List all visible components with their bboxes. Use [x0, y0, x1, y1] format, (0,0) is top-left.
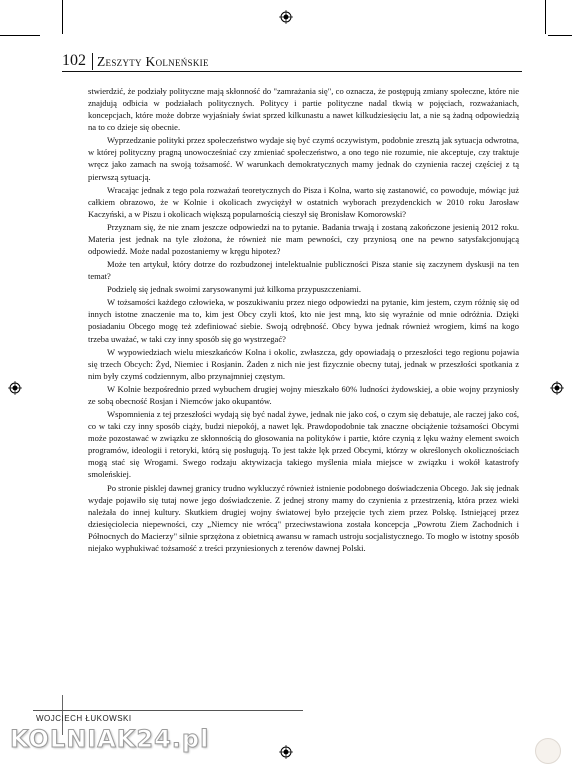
crop-mark: [0, 35, 40, 36]
watermark-logo: KOLNIAK24.pl: [10, 725, 210, 753]
footer-rule: [33, 710, 303, 711]
paragraph: Podzielę się jednak swoimi zarysowanymi już kilkoma przypuszczeniami.: [107, 284, 361, 295]
page-number: 102: [62, 52, 86, 69]
registration-mark-icon: [550, 381, 564, 395]
paragraph: W wypowiedziach wielu mieszkańców Kolna i okolic, zwłaszcza, gdy opowiadają o przeszłości tego regionu pojawia się trzech Obcych: Żyd, Niemiec i Rosjanin. Żaden z nich nie jest fizycznie obecny tutaj, jednak w przeszłości spotkania z nim były czymś codziennym, albo przynajmniej częstym.: [88, 346, 519, 381]
crop-mark: [545, 0, 546, 34]
watermark-seal-icon: [535, 738, 561, 764]
crop-mark: [62, 0, 63, 34]
running-header: [62, 50, 532, 70]
header-rule: [62, 71, 522, 72]
paragraph: Wracając jednak z tego pola rozważań teoretycznych do Pisza i Kolna, warto się zastanowić, co powoduje, mówiąc już całkiem obrazowo, że w Kolnie i okolicach zwyciężył w ostatnich wyborach prezydenckich w 2010 roku Jarosław Kaczyński, a w Piszu i okolicach większą popularnością cieszył się Bronisław Komorowski?: [88, 184, 519, 219]
paragraph: Wyprzedzanie polityki przez społeczeństwo wydaje się być czymś oczywistym, podobnie zresztą jak sytuacja odwrotna, w której polityczny pragną unowocześniać czy zmieniać społeczeństwo, a ono tego nie rozumie, nie akceptuje, czy traktuje wręcz jako zamach na swoją tożsamość. W warunkach demokratycznych mamy jednak do czynienia raczej częściej z tą pierwszą sytuacją.: [88, 135, 519, 182]
footer-author: WOJCIECH ŁUKOWSKI: [36, 714, 132, 723]
paragraph: stwierdzić, że podziały polityczne mają skłonność do "zamrażania się", co oznacza, że postępują zmiany społeczne, które nie znajdują odbicia w podziałach politycznych. Politycy i partie polityczne nadal tkwią w pojęciach, rozważaniach, koncepcjach, które może dobrze wyjaśniały świat sprzed kilkunastu a nawet kilkudziesięciu lat, a nie są żadną odpowiedzią na to co dzieje się obecnie.: [88, 86, 519, 133]
paragraph: Może ten artykuł, który dotrze do rozbudzonej intelektualnie publiczności Pisza stanie się zaczynem dyskusji na ten temat?: [88, 259, 519, 282]
paragraph: Przyznam się, że nie znam jeszcze odpowiedzi na to pytanie. Badania trwają i zostaną zakończone jesienią 2012 roku. Materia jest jednak na tyle złożona, że również nie mam pewności, czy przyniosą one na pewno satysfakcjonującą odpowiedź. Może nadal pozostaniemy w kręgu hipotez?: [88, 221, 519, 257]
registration-mark-icon: [279, 10, 293, 24]
paragraph: W tożsamości każdego człowieka, w poszukiwaniu przez niego odpowiedzi na pytanie, kim jestem, czym różnię się od innych istotne znaczenie ma to, kim jest Obcy czyli ktoś, kto nie jest mną, kto się wyraźnie od mnie odróżnia. Dzięki posiadaniu Obcego mogę też zdefiniować siebie. Swoją odrębność. Obcy bywa jednak również wrogiem, kimś na kogo trzeba uważać, w taki czy inny sposób się go wystrzegać?: [88, 297, 519, 344]
paragraph: Wspomnienia z tej przeszłości wydają się być nadal żywe, jednak nie jako coś, o czym się debatuje, ale raczej jako coś, co w taki czy inny sposób ciąży, budzi niepokój, a nawet lęk. Prawdopodobnie tak znaczne obciążenie tożsamości Obcymi może pozostawać w związku ze skłonnością do głosowania na polityków i partie, które czynią z lęku ważny element swoich programów, ideologii i retoryki, którą się posługują. To jest także lęk przed Obcymi, którzy w określonych okolicznościach mogą stać się Wrogami. Swego rodzaju aktywizacja takiego myślenia miała miejsce w związku i wokół katastrofy smoleńskiej.: [88, 409, 519, 480]
article-body: [88, 85, 519, 554]
running-title: Zeszyty Kolneńskie: [97, 54, 209, 69]
header-divider: [92, 53, 93, 70]
crop-mark: [548, 35, 572, 36]
registration-mark-icon: [279, 745, 293, 759]
paragraph: Po stronie pisklej dawnej granicy trudno wykluczyć również istnienie podobnego doświadczenia Obcego. Jak się jednak wydaje pojawiło się tutaj nowe jego doświadczenie. Z jednej strony mamy do czynienia z przestrzenią, która przez wieki należała do innej kultury. Skutkiem drugiej wojny światowej było przejęcie tych ziem przez Polskę. Istniejącej przez dziesięciolecia niepewności, czy „Niemcy nie wrócą" przeciwstawiona została koncepcja „Powrotu Ziem Zachodnich i Północnych do Macierzy" silnie sprzężona z obietnicą awansu w ramach ustroju socjalistycznego. To mogło w istotny sposób niejako wyphukiwać tożsamość z treści przyniesionych z terenów dawnej Polski.: [88, 482, 519, 553]
registration-mark-icon: [8, 381, 22, 395]
paragraph: W Kolnie bezpośrednio przed wybuchem drugiej wojny mieszkało 60% ludności żydowskiej, a obie wojny przyniosły ze sobą obecność Rosjan i Niemców jako okupantów.: [88, 383, 519, 406]
